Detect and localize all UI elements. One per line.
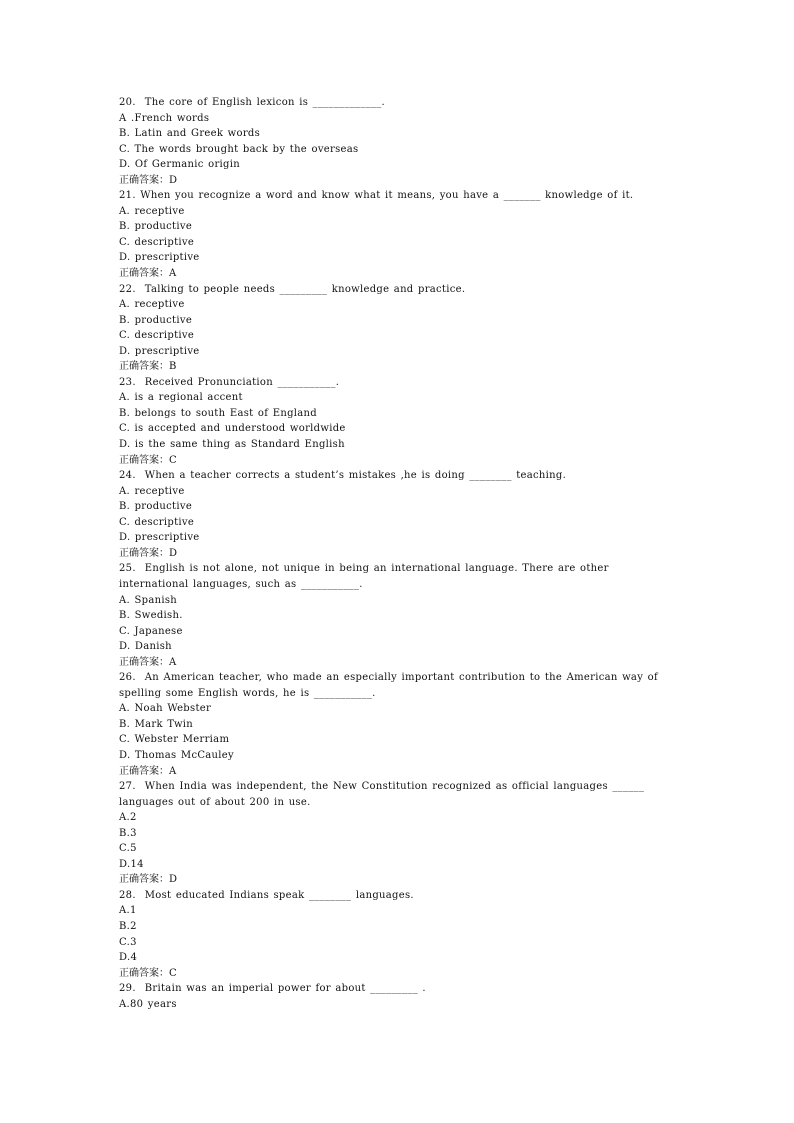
correct-answer-label: 正确答案： [119, 361, 169, 373]
correct-answer [119, 173, 679, 189]
answer-option: D. is the same thing as Standard English [119, 439, 345, 451]
correct-answer-value: D [169, 874, 178, 886]
correct-answer-value: A [169, 656, 177, 668]
answer-option: C. descriptive [119, 516, 195, 528]
answer-option: D. prescriptive [119, 532, 200, 544]
document-page [119, 95, 679, 1012]
question-block [119, 95, 679, 188]
answer-option: A. receptive [119, 485, 185, 497]
answer-option: A.2 [119, 812, 137, 824]
correct-answer [119, 266, 679, 282]
question-text: international languages, such as ___________. [119, 578, 363, 590]
answer-option: A.80 years [119, 998, 177, 1010]
question-text: 28. Most educated Indians speak ________ languages. [119, 889, 414, 901]
answer-option: C. descriptive [119, 236, 195, 248]
question-text: 24. When a teacher corrects a student’s mistakes ,he is doing ________ teaching. [119, 470, 567, 482]
correct-answer-label: 正确答案： [119, 874, 169, 886]
question-text: 22. Talking to people needs _________ knowledge and practice. [119, 283, 466, 295]
question-text: 27. When India was independent, the New Constitution recognized as official languages ______ [119, 781, 645, 793]
correct-answer [119, 872, 679, 888]
answer-option: C. descriptive [119, 330, 195, 342]
answer-option: A. receptive [119, 205, 185, 217]
question-block [119, 282, 679, 375]
question-block [119, 375, 679, 468]
question-text: 25. English is not alone, not unique in being an international language. There are other [119, 563, 609, 575]
question-text: spelling some English words, he is ___________. [119, 687, 376, 699]
answer-option: A. Noah Webster [119, 703, 212, 715]
correct-answer-label: 正确答案： [119, 547, 169, 559]
answer-option: D. prescriptive [119, 345, 200, 357]
answer-option: B. productive [119, 501, 193, 513]
answer-option: D. Thomas McCauley [119, 749, 234, 761]
question-block [119, 561, 679, 670]
correct-answer-value: C [169, 454, 177, 466]
answer-option: B. productive [119, 314, 193, 326]
answer-option: B. belongs to south East of England [119, 407, 317, 419]
correct-answer-label: 正确答案： [119, 765, 169, 777]
correct-answer [119, 359, 679, 375]
answer-option: C. Japanese [119, 625, 183, 637]
answer-option: D. prescriptive [119, 252, 200, 264]
correct-answer-label: 正确答案： [119, 656, 169, 668]
correct-answer [119, 655, 679, 671]
question-block [119, 888, 679, 981]
question-block [119, 981, 679, 1012]
answer-option: C. Webster Merriam [119, 734, 230, 746]
correct-answer-value: A [169, 268, 177, 280]
question-text: 26. An American teacher, who made an especially important contribution to the American way of [119, 672, 658, 684]
question-text: languages out of about 200 in use. [119, 796, 311, 808]
question-text: 29. Britain was an imperial power for about _________ . [119, 983, 426, 995]
correct-answer-value: B [169, 361, 177, 373]
correct-answer-label: 正确答案： [119, 967, 169, 979]
answer-option: C. is accepted and understood worldwide [119, 423, 346, 435]
answer-option: A .French words [119, 112, 210, 124]
answer-option: A. Spanish [119, 594, 178, 606]
correct-answer-label: 正确答案： [119, 454, 169, 466]
answer-option: C. The words brought back by the overseas [119, 143, 359, 155]
answer-option: D.14 [119, 858, 144, 870]
answer-option: A. receptive [119, 299, 185, 311]
correct-answer-value: D [169, 547, 178, 559]
answer-option: D. Danish [119, 641, 172, 653]
answer-option: B. Swedish. [119, 610, 183, 622]
correct-answer [119, 764, 679, 780]
answer-option: B.3 [119, 827, 137, 839]
question-block [119, 779, 679, 888]
answer-option: B. Mark Twin [119, 718, 194, 730]
answer-option: D.4 [119, 952, 138, 964]
correct-answer-value: C [169, 967, 177, 979]
answer-option: B.2 [119, 920, 137, 932]
correct-answer-value: D [169, 174, 178, 186]
question-block [119, 188, 679, 281]
answer-option: D. Of Germanic origin [119, 159, 240, 171]
correct-answer [119, 453, 679, 469]
question-text: 21. When you recognize a word and know what it means, you have a _______ knowledge of it. [119, 190, 634, 202]
answer-option: A. is a regional accent [119, 392, 243, 404]
correct-answer-value: A [169, 765, 177, 777]
correct-answer [119, 966, 679, 982]
question-text: 23. Received Pronunciation ___________. [119, 376, 340, 388]
answer-option: A.1 [119, 905, 137, 917]
answer-option: C.3 [119, 936, 137, 948]
answer-option: B. productive [119, 221, 193, 233]
correct-answer [119, 546, 679, 562]
question-text: 20. The core of English lexicon is _____________. [119, 97, 386, 108]
question-block [119, 670, 679, 779]
correct-answer-label: 正确答案： [119, 174, 169, 186]
answer-option: B. Latin and Greek words [119, 128, 261, 140]
question-block [119, 468, 679, 561]
correct-answer-label: 正确答案： [119, 268, 169, 280]
answer-option: C.5 [119, 843, 137, 855]
